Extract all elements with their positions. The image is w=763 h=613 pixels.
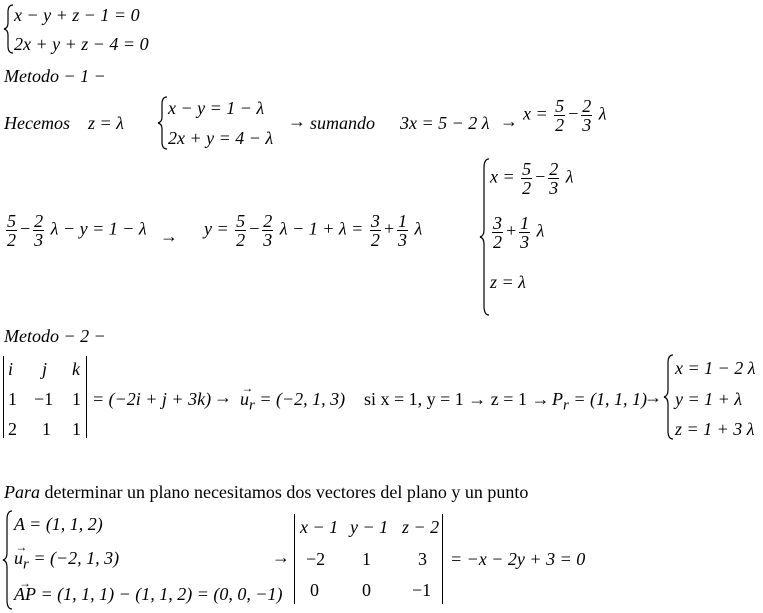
- plane-intro-text: Para determinar un plano necesitamos dos vectores del plano y un punto: [4, 482, 529, 502]
- vector-AP: → AP = (1, 1, 1) − (1, 1, 2) = (0, 0, −1): [14, 584, 283, 604]
- det-cell: −2: [306, 549, 326, 569]
- param-eq-y: y = 1 + λ: [675, 389, 743, 409]
- left-brace: [664, 354, 674, 440]
- det-cell: j: [42, 359, 48, 379]
- arrow-icon: →: [644, 387, 662, 407]
- arrow-icon: →: [500, 111, 518, 131]
- substitution-line: $\frac{5}{2}$ − $\frac{2}{3}$ λ − y = 1 − λ: [7, 211, 147, 250]
- plane-equation: = −x − 2y + 3 = 0: [450, 549, 586, 569]
- cross-product-result: = (−2i + j + 3k): [92, 389, 212, 409]
- left-brace: [158, 96, 168, 150]
- det-cell: x − 1: [300, 517, 339, 537]
- arrow-icon: →: [160, 226, 178, 246]
- determinant-bar-left: [3, 356, 4, 438]
- system-eq-1: x − y + z − 1 = 0: [14, 5, 140, 25]
- det-cell: 3: [418, 549, 427, 569]
- det-cell: 2: [8, 419, 17, 439]
- sys1-eq: x − y = 1 − λ: [168, 98, 265, 118]
- arrow-icon: →: [214, 387, 232, 407]
- result-x: x = $\frac{5}{2}$ − $\frac{2}{3}$ λ: [490, 159, 574, 198]
- det-cell: i: [8, 359, 14, 379]
- point-A: A = (1, 1, 2): [14, 514, 103, 534]
- det-cell: 1: [72, 389, 81, 409]
- vector-ur: → $u_r = (-2$, 1, 3): [14, 548, 119, 575]
- result-z: z = λ: [490, 272, 526, 292]
- point-value: $P_r = (1$, 1, 1): [552, 389, 647, 414]
- y-solution: y = $\frac{5}{2}$ − $\frac{2}{3}$ λ − 1 + λ = $\frac{3}{2}$ + $\frac{1}{3}$ λ: [204, 211, 423, 250]
- left-brace: [3, 510, 13, 610]
- result-y: $\frac{3}{2}$ + $\frac{1}{3}$ λ: [493, 213, 545, 252]
- det-cell: y − 1: [350, 517, 389, 537]
- determinant-bar-right: [442, 514, 443, 604]
- det-cell: 0: [362, 580, 371, 600]
- det-cell: 0: [310, 580, 319, 600]
- det-cell: 1: [72, 419, 81, 439]
- det-cell: 1: [8, 389, 17, 409]
- det-cell: k: [72, 359, 80, 379]
- x-solution: x = $\frac{5}{2}$ − $\frac{2}{3}$ λ: [523, 96, 607, 135]
- det-cell: 1: [362, 549, 371, 569]
- system-eq-2: 2x + y + z − 4 = 0: [14, 34, 149, 54]
- metodo-1-heading: Metodo − 1 −: [4, 66, 106, 86]
- det-cell: z − 2: [402, 517, 440, 537]
- determinant-bar-left: [294, 514, 295, 604]
- direction-vector: → $u_r = (-2$, 1, 3): [240, 389, 345, 416]
- param-eq-z: z = 1 + 3 λ: [675, 419, 755, 439]
- sum-equation: 3x = 5 − 2 λ: [400, 113, 490, 133]
- metodo-2-heading: Metodo − 2 −: [4, 326, 106, 346]
- det-cell: −1: [412, 580, 432, 600]
- param-z: z = λ: [88, 113, 124, 133]
- point-condition: si x = 1, y = 1 → z = 1 →: [364, 389, 550, 409]
- determinant-bar-right: [86, 356, 87, 438]
- left-brace: [4, 4, 14, 54]
- arrow-icon: →: [272, 547, 290, 567]
- sys2-eq: 2x + y = 4 − λ: [168, 128, 274, 148]
- sumando-text: sumando: [310, 113, 376, 133]
- hacemos-text: Hecemos: [4, 113, 70, 133]
- det-cell: 1: [42, 419, 51, 439]
- det-cell: −1: [34, 389, 54, 409]
- left-brace: [480, 158, 490, 316]
- arrow-icon: →: [288, 111, 306, 131]
- param-eq-x: x = 1 − 2 λ: [675, 358, 756, 378]
